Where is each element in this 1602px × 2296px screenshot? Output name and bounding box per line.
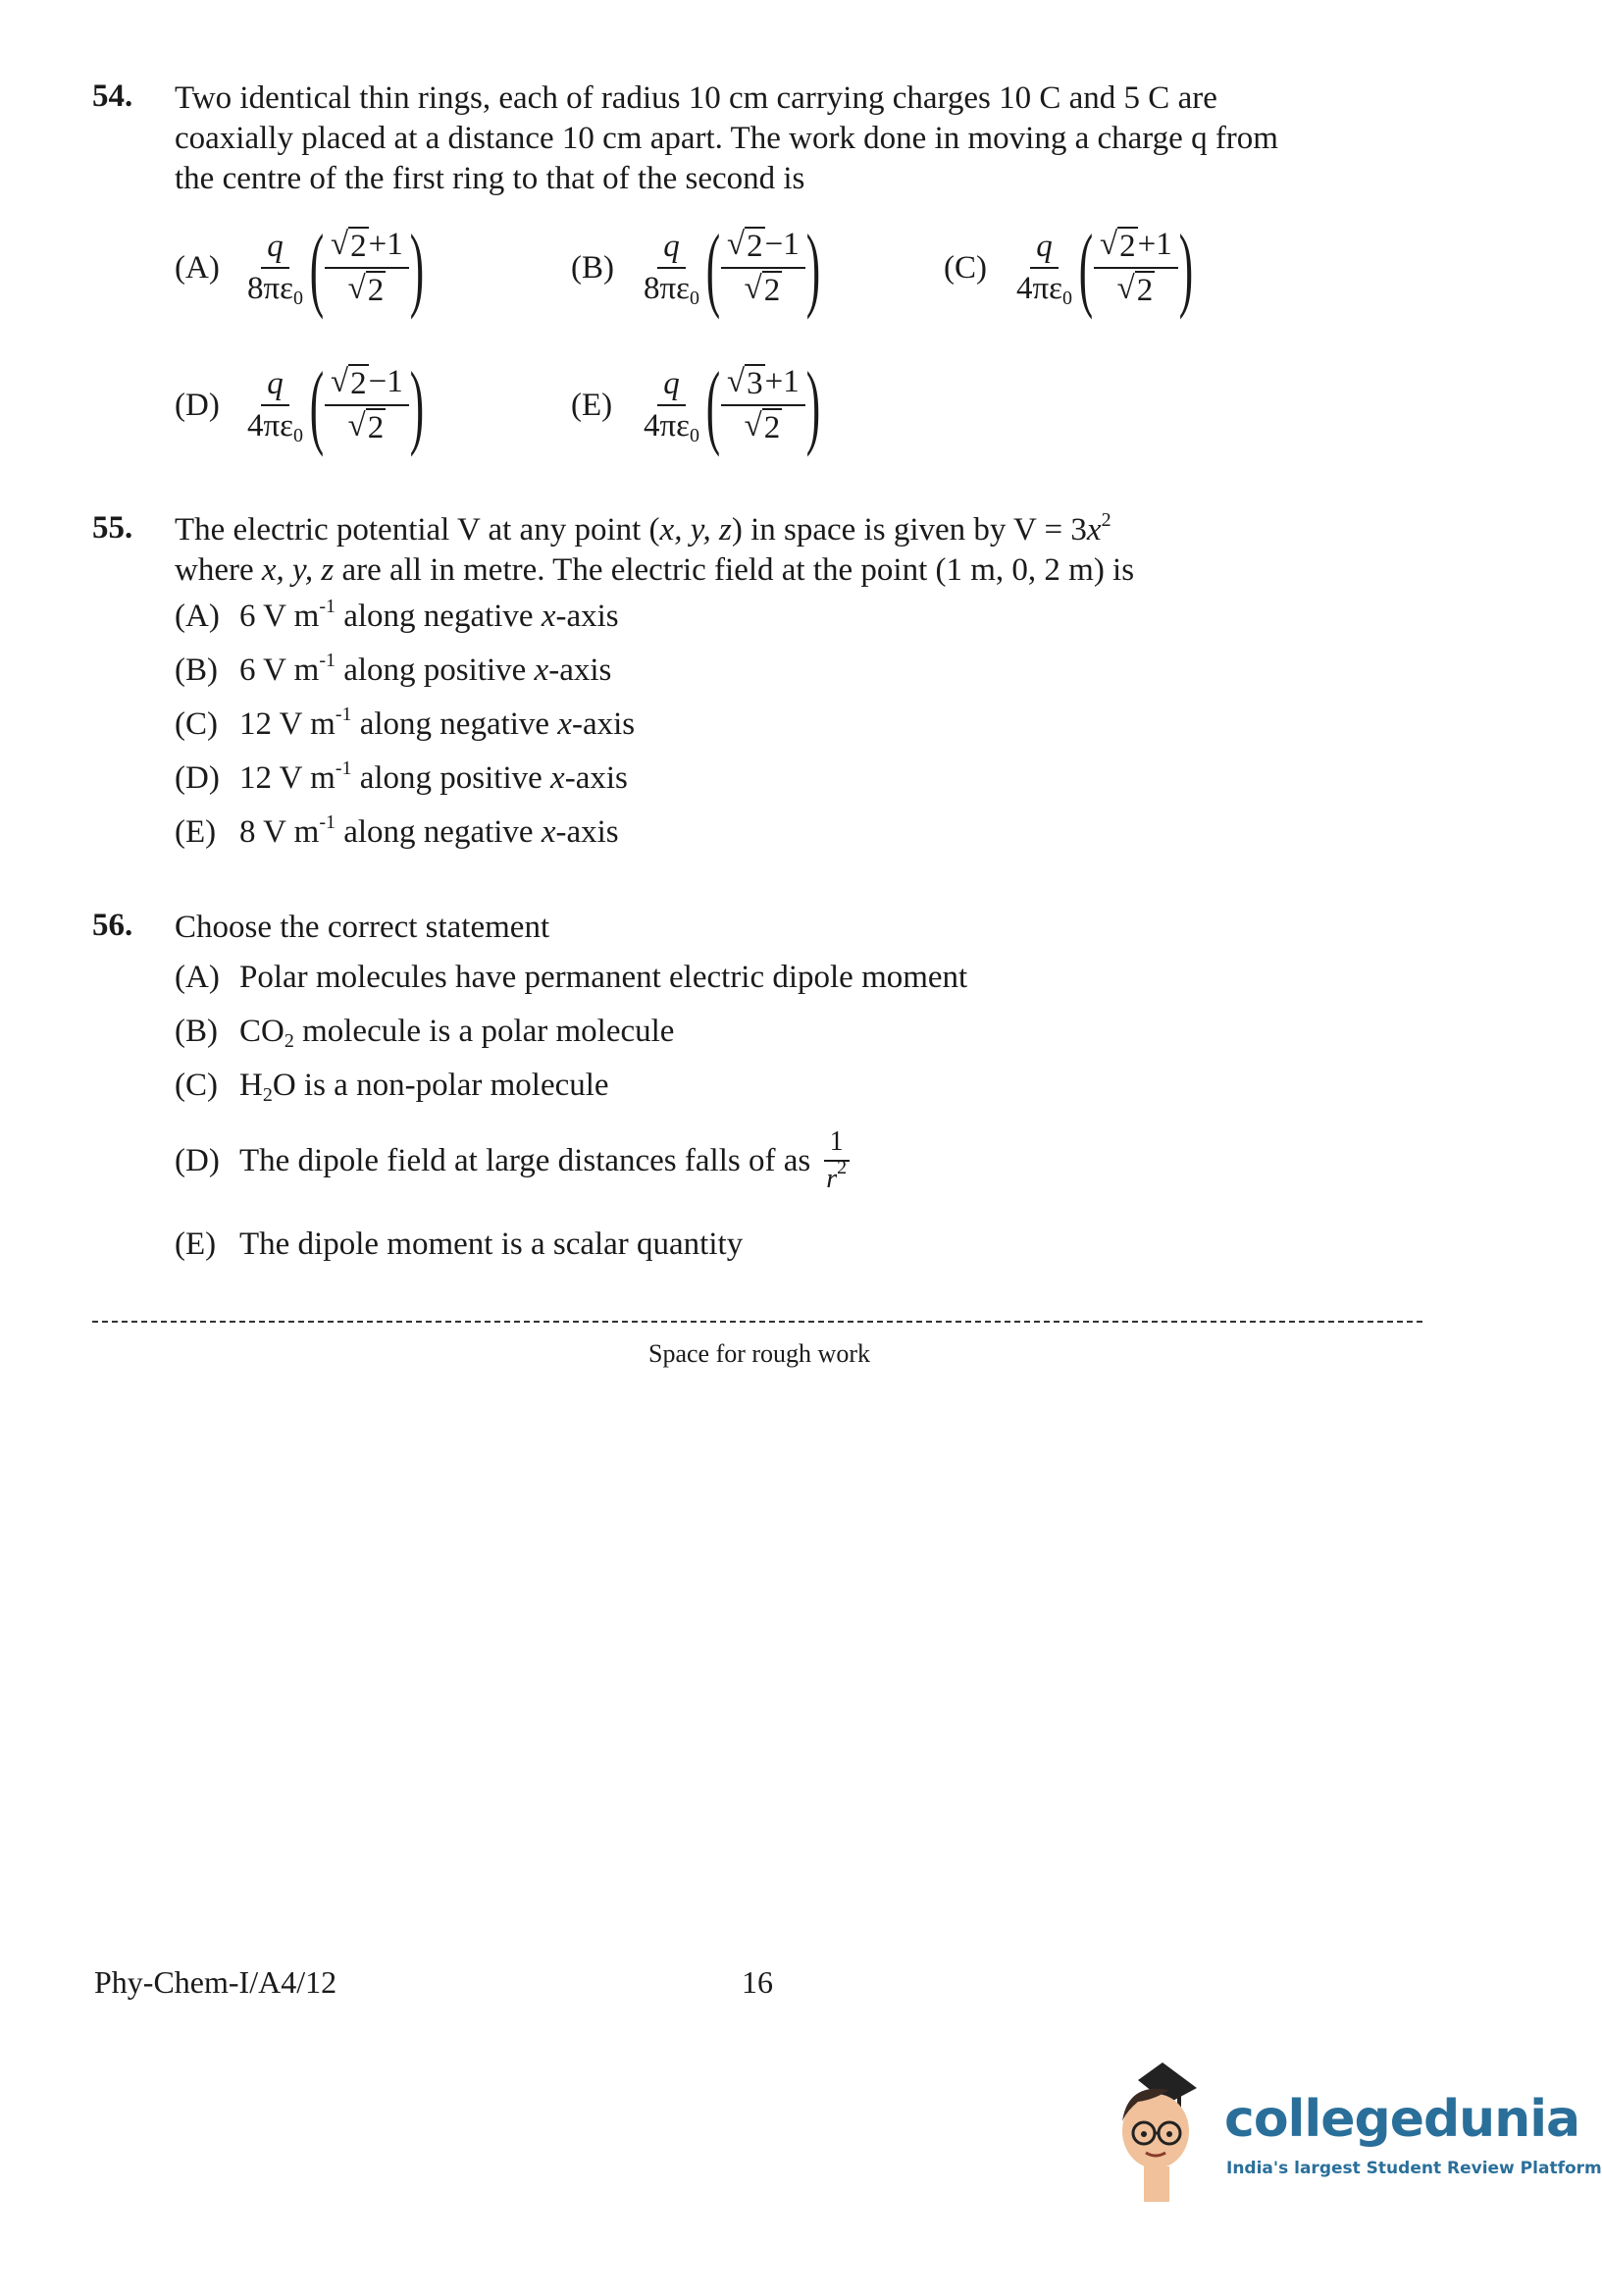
question-54-stem (175, 78, 1422, 199)
q56-option-c: (C) $H_2O$ is a non-polar molecule (175, 1068, 609, 1106)
q55-option-b: (B) 6 V $m^{-1}$ along positive x-axis (175, 650, 612, 688)
question-number-56: 56. (92, 908, 133, 943)
student-mascot-icon (1109, 2061, 1216, 2208)
question-56-stem: Choose the correct statement (175, 910, 550, 945)
collegedunia-logo (1109, 2061, 1602, 2208)
q54-option-b: (B) $\frac{q}{8\pi\varepsilon_0}$ ( √ 2 −1 √ 2 ) (571, 215, 820, 320)
question-number-55: 55. (92, 510, 133, 546)
q54-line1: Two identical thin rings, each of radius 10 cm carrying charges 10 C and 5 C are (175, 80, 1217, 116)
question-number-54: 54. (92, 78, 133, 114)
question-55-stem (175, 510, 1422, 591)
q54-option-c: (C) $\frac{q}{4\pi\varepsilon_0}$ ( √ 2 +1 √ 2 ) (944, 215, 1193, 320)
q54-option-e: (E) $\frac{q}{4\pi\varepsilon_0}$ ( √ 3 +1 √ 2 ) (571, 352, 820, 457)
page-number: 16 (742, 1964, 773, 2000)
q55-option-d: (D) 12 V $m^{-1}$ along positive x-axis (175, 757, 628, 796)
q55-option-a: (A) 6 V $m^{-1}$ along negative x-axis (175, 596, 619, 634)
q55-line1: The electric potential V at any point (x, y, z) in space is given by $V = 3x^2$ (175, 509, 1111, 548)
q55-option-c: (C) 12 V $m^{-1}$ along negative x-axis (175, 704, 636, 742)
rough-work-divider (92, 1321, 1422, 1323)
q54-line3: the centre of the first ring to that of the second is (175, 161, 805, 196)
paper-code: Phy-Chem-I/A4/12 (94, 1964, 337, 2000)
collegedunia-wordmark: collegedunia (1224, 2090, 1580, 2149)
q56-option-d: (D) The dipole field at large distances falls of as $\frac{1}{r^2}$ (175, 1126, 853, 1195)
q56-option-a: (A) Polar molecules have permanent electric dipole moment (175, 960, 968, 995)
inverse-square-fraction: $\frac{1}{r^2}$ (820, 1126, 853, 1195)
q56-option-e: (E) The dipole moment is a scalar quantity (175, 1226, 744, 1262)
q56-option-b: (B) $CO_2$ molecule is a polar molecule (175, 1014, 675, 1052)
q54-option-d: (D) $\frac{q}{4\pi\varepsilon_0}$ ( √ 2 −1 √ 2 ) (175, 352, 424, 457)
q55-line2: where x, y, z are all in metre. The electric field at the point (1 m, 0, 2 m) is (175, 552, 1135, 588)
q54-line2: coaxially placed at a distance 10 cm apart. The work done in moving a charge q from (175, 121, 1278, 156)
rough-work-label: Space for rough work (648, 1339, 870, 1368)
q55-option-e: (E) 8 V $m^{-1}$ along negative x-axis (175, 811, 619, 850)
collegedunia-tagline: India's largest Student Review Platform (1226, 2159, 1602, 2178)
q54-option-a: (A) $\frac{q}{8\pi\varepsilon_0}$ ( √ 2 +1 √ 2 ) (175, 215, 424, 320)
